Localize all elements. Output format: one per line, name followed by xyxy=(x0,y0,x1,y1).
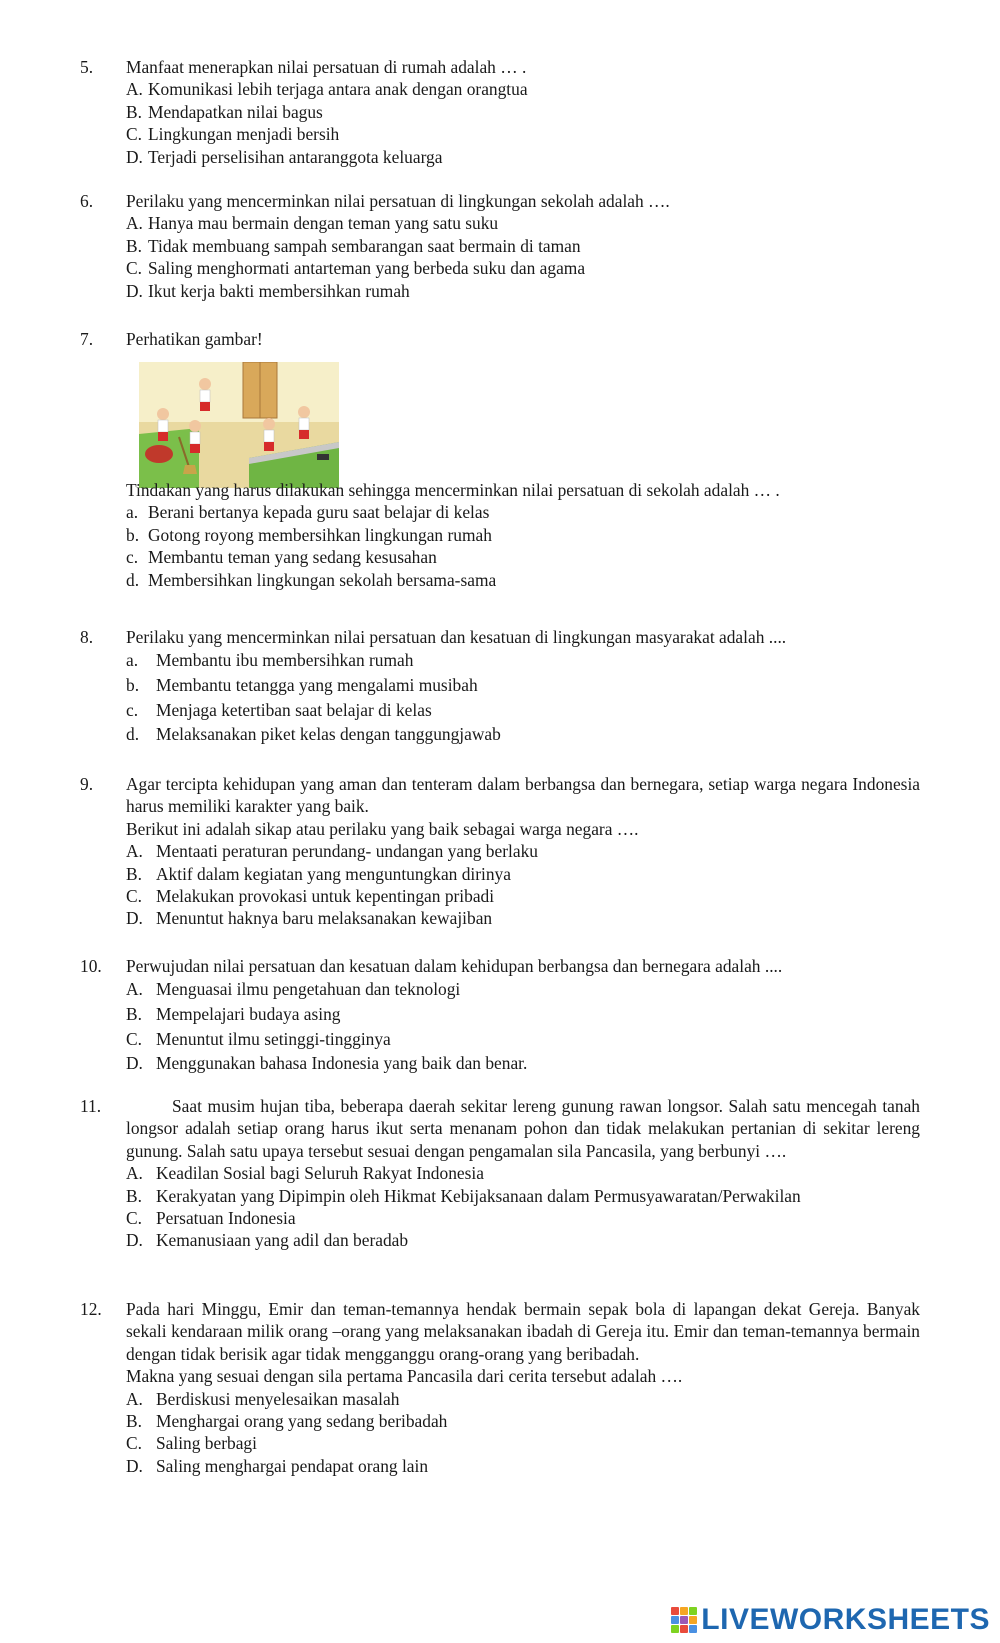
liveworksheets-logo[interactable] xyxy=(671,1603,990,1637)
option-text: Saling menghormati antarteman yang berbeda suku dan agama xyxy=(148,258,586,279)
option-b[interactable] xyxy=(126,101,920,123)
question-8 xyxy=(80,626,920,747)
option-c[interactable] xyxy=(126,698,920,723)
option-text: Hanya mau bermain dengan teman yang satu suku xyxy=(148,213,499,234)
children-cleaning-illustration xyxy=(139,362,339,488)
question-9 xyxy=(80,773,920,930)
option-letter: A. xyxy=(126,1163,143,1184)
option-c[interactable] xyxy=(126,885,920,907)
option-b[interactable] xyxy=(126,673,920,698)
option-letter: D. xyxy=(126,1230,143,1251)
option-letter: b. xyxy=(126,675,140,695)
question-stem: Agar tercipta kehidupan yang aman dan tenteram dalam berbangsa dan bernegara, setiap warga negara Indonesia harus memiliki karakter yang baik. xyxy=(126,774,920,817)
option-text: Saling menghargai pendapat orang lain xyxy=(156,1455,429,1476)
option-letter: A. xyxy=(126,1388,143,1409)
option-text: Keadilan Sosial bagi Seluruh Rakyat Indonesia xyxy=(156,1163,484,1184)
option-a[interactable] xyxy=(126,1388,920,1410)
question-stem: Perilaku yang mencerminkan nilai persatuan di lingkungan sekolah adalah …. xyxy=(126,191,670,211)
option-text: Membersihkan lingkungan sekolah bersama-sama xyxy=(148,569,497,590)
option-letter: C. xyxy=(126,258,142,279)
question-stem-2: Makna yang sesuai dengan sila pertama Pancasila dari cerita tersebut adalah …. xyxy=(126,1366,683,1387)
option-text: Melakukan provokasi untuk kepentingan pribadi xyxy=(156,886,495,907)
option-b[interactable] xyxy=(126,1002,920,1027)
question-number: 8. xyxy=(80,627,94,647)
option-c[interactable] xyxy=(126,1027,920,1052)
option-letter: a. xyxy=(126,502,139,523)
option-letter: C. xyxy=(126,1208,142,1229)
option-text: Kerakyatan yang Dipimpin oleh Hikmat Kebijaksanaan dalam Permusyawaratan/Perwakilan xyxy=(156,1185,801,1206)
option-letter: d. xyxy=(126,724,140,745)
option-text: Melaksanakan piket kelas dengan tanggungjawab xyxy=(156,724,501,745)
option-text: Membantu tetangga yang mengalami musibah xyxy=(156,675,478,695)
question-stem: Pada hari Minggu, Emir dan teman-temannya hendak bermain sepak bola di lapangan dekat Gereja. Banyak sekali kendaraan milik orang –orang yang melaksanakan ibadah di Gereja itu. Emir dan teman-temannya bermain dengan tidak berisik agar tidak mengganggu orang-orang yang beribadah. xyxy=(126,1299,920,1364)
question-6 xyxy=(80,190,920,302)
question-11 xyxy=(80,1095,920,1252)
question-7 xyxy=(80,328,920,350)
option-c[interactable] xyxy=(126,546,920,568)
option-a[interactable] xyxy=(126,840,920,862)
option-text: Kemanusiaan yang adil dan beradab xyxy=(156,1230,409,1251)
option-c[interactable] xyxy=(126,1432,920,1454)
option-letter: c. xyxy=(126,699,139,720)
option-text: Mendapatkan nilai bagus xyxy=(148,101,323,122)
question-stem xyxy=(126,1095,920,1162)
option-d[interactable] xyxy=(126,722,920,747)
option-b[interactable] xyxy=(126,863,920,885)
option-text: Menjaga ketertiban saat belajar di kelas xyxy=(156,699,432,720)
option-c[interactable] xyxy=(126,1207,920,1229)
option-text: Aktif dalam kegiatan yang menguntungkan dirinya xyxy=(156,863,511,884)
option-letter: D. xyxy=(126,908,143,929)
option-d[interactable] xyxy=(126,569,920,591)
option-text: Komunikasi lebih terjaga antara anak dengan orangtua xyxy=(148,79,528,100)
option-text: Terjadi perselisihan antaranggota keluarga xyxy=(148,146,443,167)
question-intro: Perhatikan gambar! xyxy=(126,329,263,349)
option-a[interactable] xyxy=(126,977,920,1002)
option-letter: C. xyxy=(126,886,142,907)
option-letter: a. xyxy=(126,650,139,671)
option-text: Saling berbagi xyxy=(156,1433,257,1454)
question-number: 10. xyxy=(80,956,102,976)
option-letter: B. xyxy=(126,1004,142,1024)
option-text: Menuntut ilmu setinggi-tingginya xyxy=(156,1028,391,1049)
option-letter: A. xyxy=(126,79,143,100)
option-text: Persatuan Indonesia xyxy=(156,1208,296,1229)
question-12 xyxy=(80,1298,920,1477)
question-10 xyxy=(80,955,920,1076)
question-stem: Perwujudan nilai persatuan dan kesatuan dalam kehidupan berbangsa dan bernegara adalah .... xyxy=(126,956,783,976)
option-letter: D. xyxy=(126,1053,143,1074)
option-d[interactable] xyxy=(126,1051,920,1076)
option-letter: B. xyxy=(126,863,142,884)
option-a[interactable] xyxy=(126,212,920,234)
option-letter: A. xyxy=(126,841,143,862)
option-text: Menghargai orang yang sedang beribadah xyxy=(156,1411,448,1432)
option-text: Menuntut haknya baru melaksanakan kewajiban xyxy=(156,908,493,929)
option-letter: C. xyxy=(126,1028,142,1049)
option-text: Membantu teman yang sedang kesusahan xyxy=(148,547,437,568)
question-5 xyxy=(80,56,920,168)
question-stem: Tindakan yang harus dilakukan sehingga mencerminkan nilai persatuan di sekolah adalah … . xyxy=(126,480,780,500)
option-letter: C. xyxy=(126,124,142,145)
option-letter: D. xyxy=(126,1455,143,1476)
option-a[interactable] xyxy=(126,501,920,523)
logo-brand-text: LIVEWORKSHEETS xyxy=(701,1603,990,1636)
option-letter: D. xyxy=(126,146,143,167)
question-number: 7. xyxy=(80,329,94,349)
option-text: Berdiskusi menyelesaikan masalah xyxy=(156,1388,400,1409)
option-text: Menggunakan bahasa Indonesia yang baik dan benar. xyxy=(156,1053,528,1074)
option-c[interactable] xyxy=(126,257,920,279)
option-text: Menguasai ilmu pengetahuan dan teknologi xyxy=(156,979,461,1000)
option-d[interactable] xyxy=(126,146,920,168)
option-text: Mentaati peraturan perundang- undangan yang berlaku xyxy=(156,841,538,862)
option-d[interactable] xyxy=(126,907,920,929)
option-text: Gotong royong membersihkan lingkungan rumah xyxy=(148,524,492,545)
option-text: Tidak membuang sampah sembarangan saat bermain di taman xyxy=(148,235,581,256)
option-letter: C. xyxy=(126,1433,142,1454)
option-letter: d. xyxy=(126,569,140,590)
question-number: 9. xyxy=(80,774,94,794)
option-letter: B. xyxy=(126,235,142,256)
option-a[interactable] xyxy=(126,78,920,100)
option-c[interactable] xyxy=(126,123,920,145)
option-text: Mempelajari budaya asing xyxy=(156,1004,341,1024)
question-stem-2: Berikut ini adalah sikap atau perilaku yang baik sebagai warga negara …. xyxy=(126,818,639,839)
option-letter: A. xyxy=(126,979,143,1000)
option-text: Lingkungan menjadi bersih xyxy=(148,124,340,145)
question-number: 11. xyxy=(80,1096,102,1116)
option-d[interactable] xyxy=(126,1455,920,1477)
option-b[interactable] xyxy=(126,1410,920,1432)
option-b[interactable] xyxy=(126,524,920,546)
question-7-body xyxy=(80,479,920,591)
question-number: 12. xyxy=(80,1299,102,1319)
option-b[interactable] xyxy=(126,1185,920,1207)
option-letter: B. xyxy=(126,1411,142,1432)
option-letter: B. xyxy=(126,101,142,122)
question-number: 6. xyxy=(80,191,94,211)
school-cleaning-picture xyxy=(139,362,339,488)
option-d[interactable] xyxy=(126,280,920,302)
option-a[interactable] xyxy=(126,648,920,673)
option-letter: b. xyxy=(126,524,140,545)
option-b[interactable] xyxy=(126,235,920,257)
question-stem: Perilaku yang mencerminkan nilai persatuan dan kesatuan di lingkungan masyarakat adalah .... xyxy=(126,627,787,647)
option-text: Ikut kerja bakti membersihkan rumah xyxy=(148,280,410,301)
option-letter: c. xyxy=(126,547,139,568)
option-text: Membantu ibu membersihkan rumah xyxy=(156,650,414,671)
option-letter: D. xyxy=(126,280,143,301)
question-stem-text: Saat musim hujan tiba, beberapa daerah sekitar lereng gunung rawan longsor. Salah satu mencegah tanah longsor adalah setiap orang harus ikut serta menanam pohon dan tidak melakukan pertanian di sekitar lereng gunung. Salah satu upaya tersebut sesuai dengan pengamalan sila Pancasila, yang berbunyi …. xyxy=(126,1096,920,1161)
logo-grid-icon xyxy=(671,1607,697,1633)
question-number: 5. xyxy=(80,57,94,77)
option-d[interactable] xyxy=(126,1229,920,1251)
option-letter: A. xyxy=(126,213,143,234)
option-a[interactable] xyxy=(126,1162,920,1184)
question-stem: Manfaat menerapkan nilai persatuan di rumah adalah … . xyxy=(126,57,527,77)
option-letter: B. xyxy=(126,1185,142,1206)
option-text: Berani bertanya kepada guru saat belajar di kelas xyxy=(148,502,490,523)
